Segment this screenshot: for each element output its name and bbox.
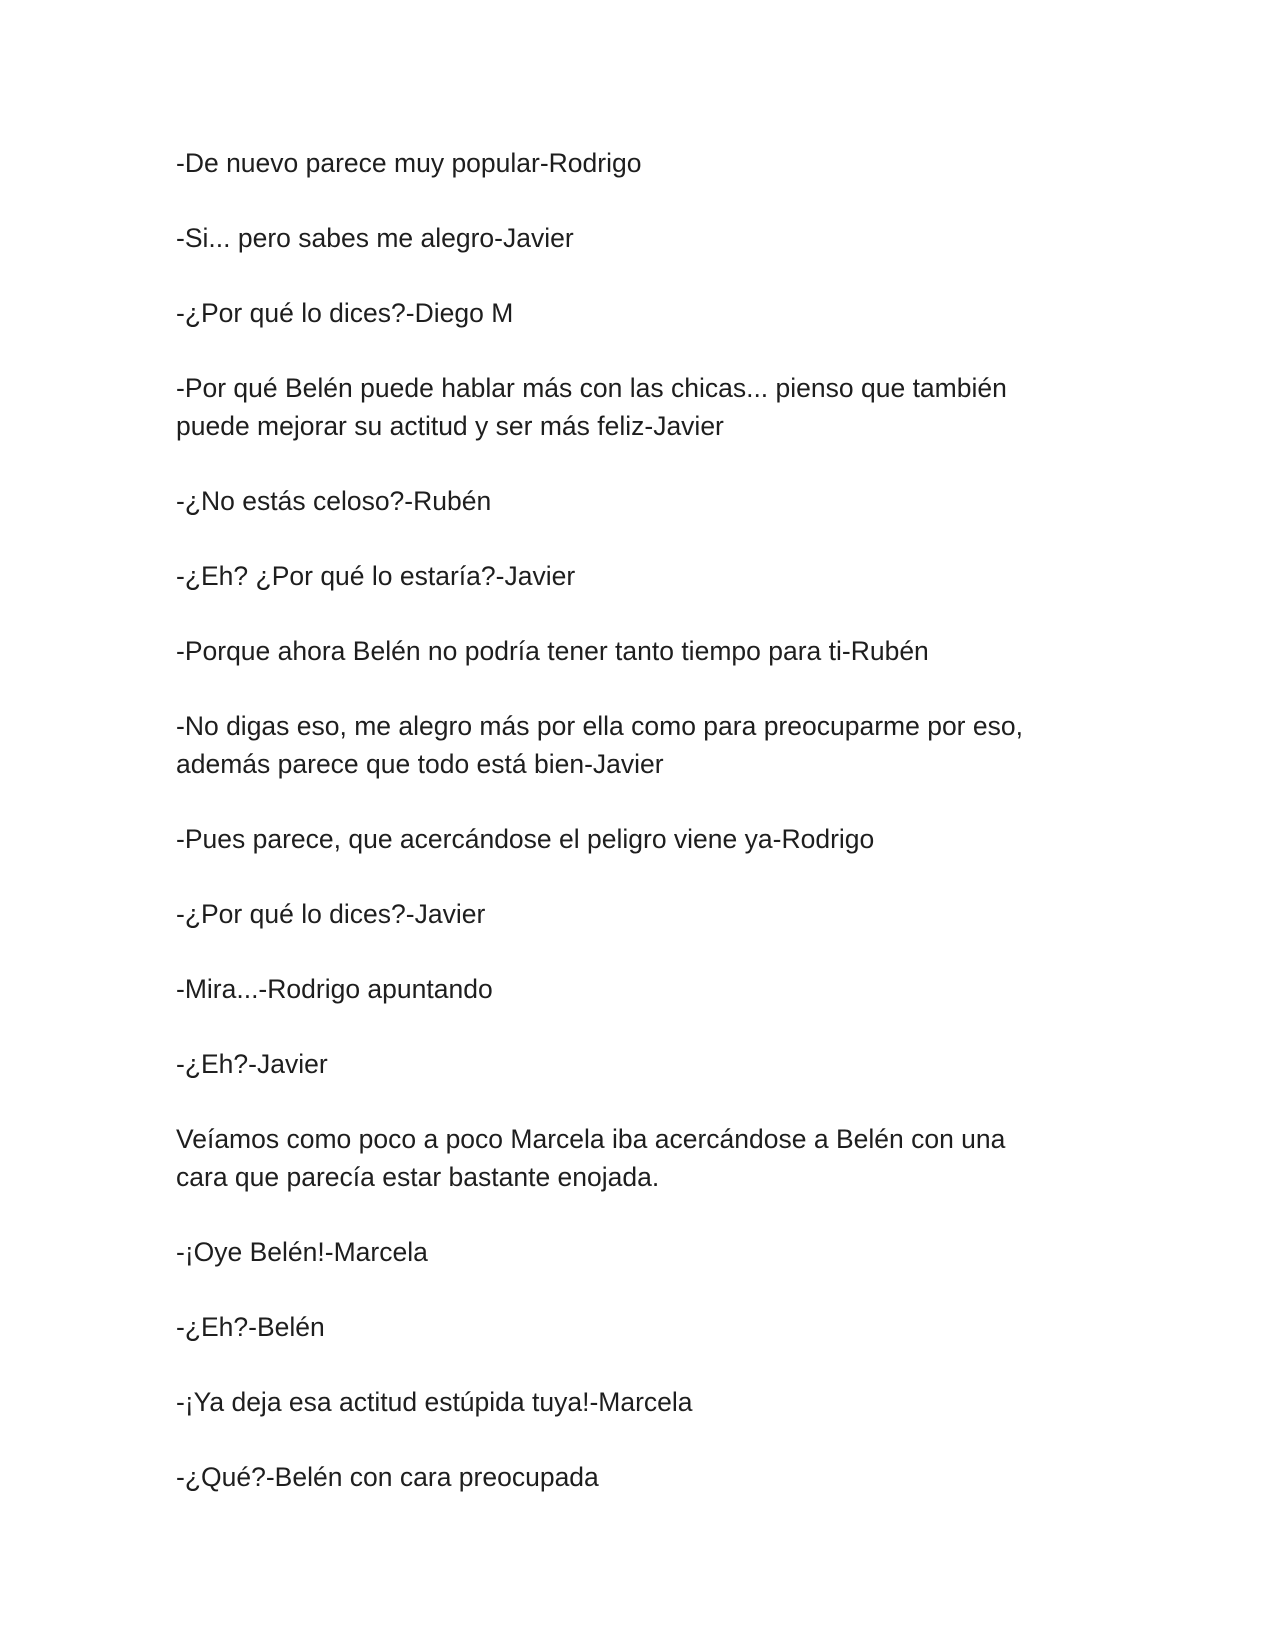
paragraph <box>176 1458 1096 1496</box>
paragraph <box>176 1120 1096 1196</box>
paragraph <box>176 144 1096 182</box>
text-line: -¿No estás celoso?-Rubén <box>176 486 492 516</box>
paragraph <box>176 1383 1096 1421</box>
paragraph <box>176 482 1096 520</box>
paragraph <box>176 219 1096 257</box>
text-line: -¿Qué?-Belén con cara preocupada <box>176 1462 599 1492</box>
text-line: -¡Oye Belén!-Marcela <box>176 1237 428 1267</box>
text-line: Veíamos como poco a poco Marcela iba acercándose a Belén con una <box>176 1124 1006 1154</box>
text-line: -Si... pero sabes me alegro-Javier <box>176 223 574 253</box>
text-line: -No digas eso, me alegro más por ella como para preocuparme por eso, <box>176 711 1023 741</box>
paragraph <box>176 820 1096 858</box>
text-line: -¿Eh? ¿Por qué lo estaría?-Javier <box>176 561 576 591</box>
text-line: -¿Por qué lo dices?-Javier <box>176 899 486 929</box>
text-line: -¿Eh?-Belén <box>176 1312 325 1342</box>
paragraph <box>176 1045 1096 1083</box>
text-line: -De nuevo parece muy popular-Rodrigo <box>176 148 642 178</box>
text-line: -¡Ya deja esa actitud estúpida tuya!-Marcela <box>176 1387 693 1417</box>
paragraph <box>176 895 1096 933</box>
paragraph <box>176 369 1096 445</box>
paragraph <box>176 707 1096 783</box>
paragraph <box>176 557 1096 595</box>
text-line: -¿Por qué lo dices?-Diego M <box>176 298 514 328</box>
paragraph <box>176 632 1096 670</box>
paragraph <box>176 294 1096 332</box>
document-body <box>176 144 1096 1496</box>
text-line: además parece que todo está bien-Javier <box>176 749 664 779</box>
text-line: cara que parecía estar bastante enojada. <box>176 1162 660 1192</box>
text-line: -Mira...-Rodrigo apuntando <box>176 974 493 1004</box>
text-line: -Porque ahora Belén no podría tener tanto tiempo para ti-Rubén <box>176 636 929 666</box>
text-line: -Por qué Belén puede hablar más con las chicas... pienso que también <box>176 373 1007 403</box>
paragraph <box>176 970 1096 1008</box>
text-line: puede mejorar su actitud y ser más feliz-Javier <box>176 411 724 441</box>
text-line: -¿Eh?-Javier <box>176 1049 328 1079</box>
paragraph <box>176 1233 1096 1271</box>
text-line: -Pues parece, que acercándose el peligro viene ya-Rodrigo <box>176 824 875 854</box>
paragraph <box>176 1308 1096 1346</box>
